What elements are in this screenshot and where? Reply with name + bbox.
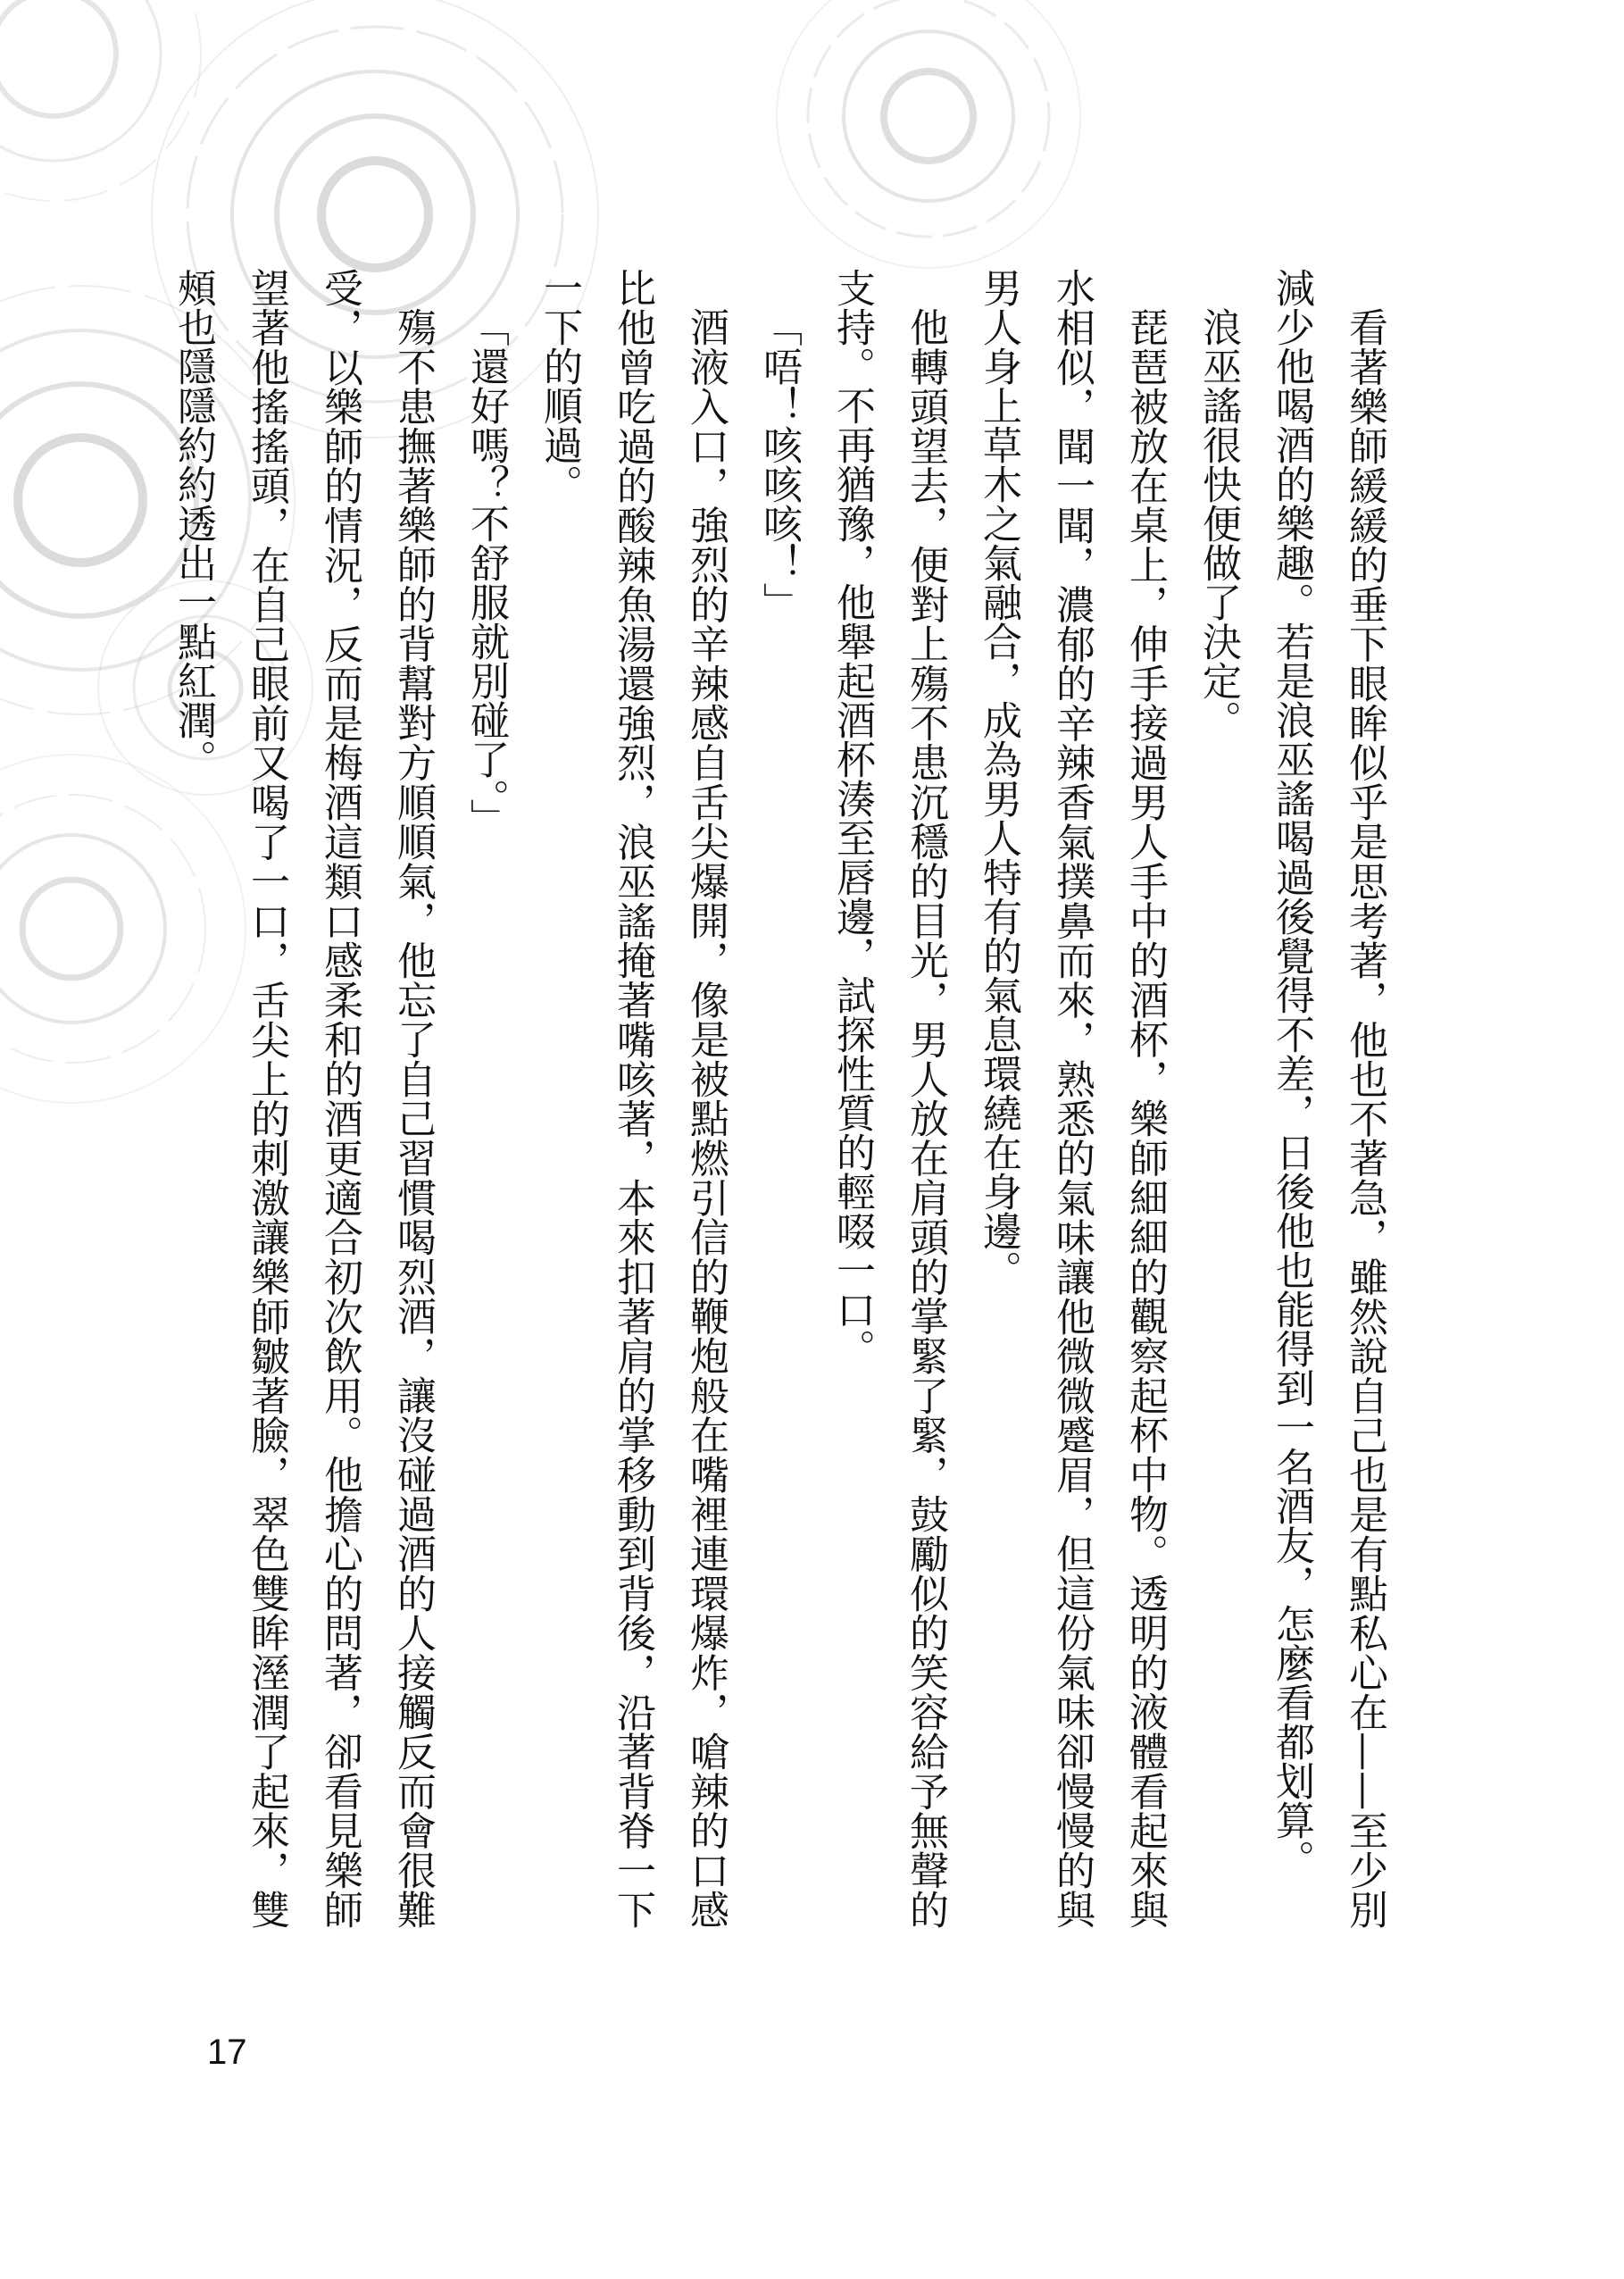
- vertical-text-body: [169, 268, 1401, 1929]
- paragraph: 浪巫謠很快便做了決定。: [1195, 307, 1241, 739]
- page-number: 17: [207, 2033, 247, 2072]
- paragraph: 酒液入口，強烈的辛辣感自舌尖爆開，像是被點燃引信的鞭炮般在嘴裡連環爆炸，嗆辣的口感比他曾吃過的酸辣魚湯還強烈，浪巫謠掩著嘴咳著，本來扣著肩的掌移動到背後，沿著背脊一下一下的順過。: [537, 268, 729, 1929]
- dialogue-line: 「唔！咳咳咳！」: [756, 307, 802, 622]
- paragraph: 殤不患撫著樂師的背幫對方順順氣，他忘了自己習慣喝烈酒，讓沒碰過酒的人接觸反而會很難受，以樂師的情況，反而是梅酒這類口感柔和的酒更適合初次飲用。他擔心的問著，卻看見樂師望著他搖搖頭，在自己眼前又喝了一口，舌尖上的刺激讓樂師皺著臉，翠色雙眸溼潤了起來，雙頰也隱隱約約透出一點紅潤。: [171, 268, 436, 1929]
- paragraph: 看著樂師緩緩的垂下眼眸似乎是思考著，他也不著急，雖然說自己也是有點私心在——至少別減少他喝酒的樂趣。若是浪巫謠喝過後覺得不差，日後他也能得到一名酒友，怎麼看都划算。: [1269, 268, 1387, 1929]
- dialogue-line: 「還好嗎？不舒服就別碰了。」: [463, 307, 509, 838]
- paragraph: 他轉頭望去，便對上殤不患沉穩的目光，男人放在肩頭的掌緊了緊，鼓勵似的笑容給予無聲的支持。不再猶豫，他舉起酒杯湊至唇邊，試探性質的輕啜一口。: [829, 268, 948, 1929]
- paragraph: 琵琶被放在桌上，伸手接過男人手中的酒杯，樂師細細的觀察起杯中物。透明的液體看起來與水相似，聞一聞，濃郁的辛辣香氣撲鼻而來，熟悉的氣味讓他微微蹙眉，但這份氣味卻慢慢的與男人身上草木之氣融合，成為男人特有的氣息環繞在身邊。: [976, 268, 1168, 1929]
